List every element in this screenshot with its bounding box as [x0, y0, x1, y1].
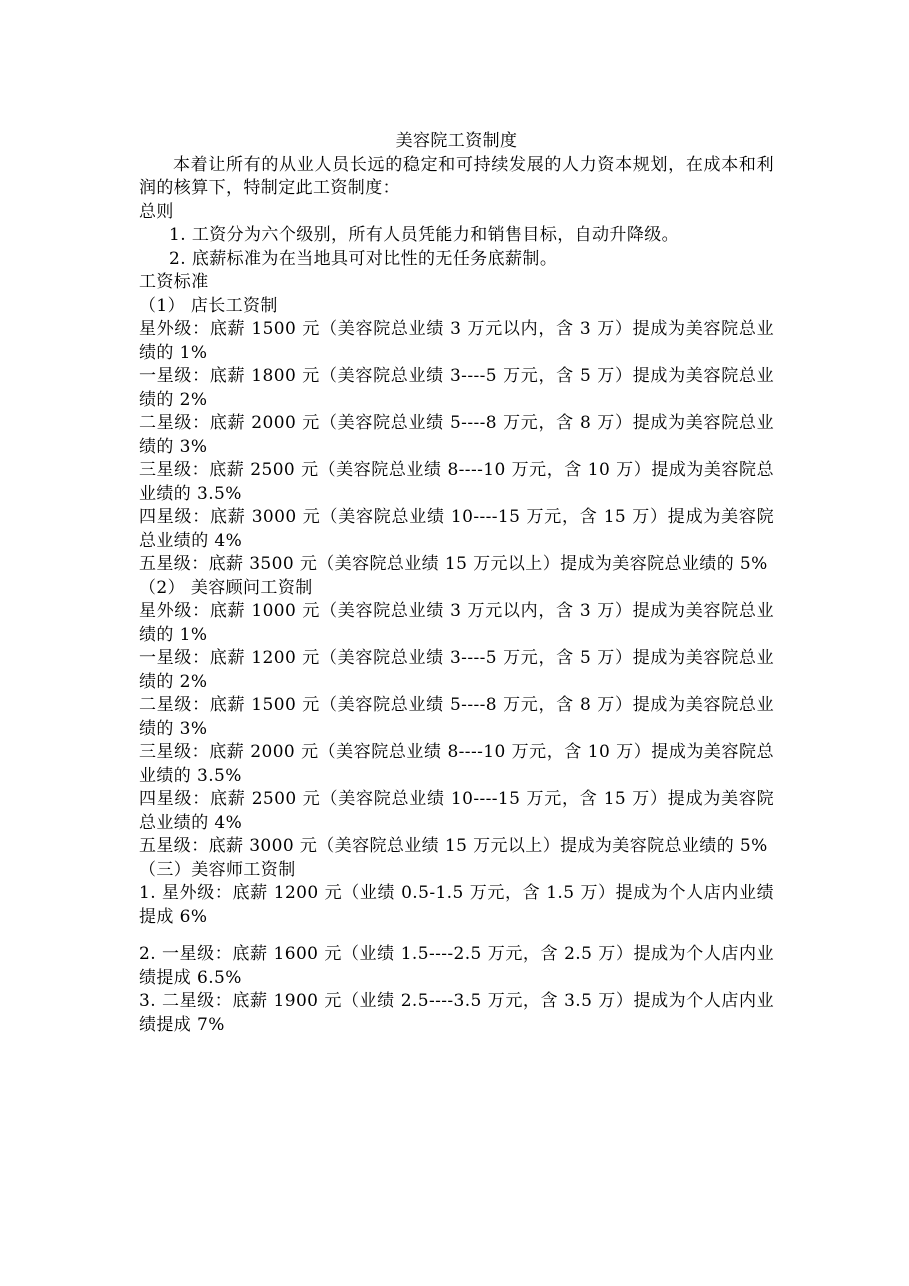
- consultant-level-item: 星外级：底薪 1000 元（美容院总业绩 3 万元以内，含 3 万）提成为美容院总业绩的 1%: [139, 601, 774, 645]
- intro-paragraph: 本着让所有的从业人员长远的稳定和可持续发展的人力资本规划，在成本和利润的核算下，特制定此工资制度：: [139, 154, 774, 198]
- consultant-level-item: 三星级：底薪 2000 元（美容院总业绩 8----10 万元，含 10 万）提成为美容院总业绩的 3.5%: [139, 742, 774, 786]
- consultant-level-item: 一星级：底薪 1200 元（美容院总业绩 3----5 万元，含 5 万）提成为美容院总业绩的 2%: [139, 648, 774, 692]
- consultant-level-item: 四星级：底薪 2500 元（美容院总业绩 10----15 万元，含 15 万）提成为美容院总业绩的 4%: [139, 789, 774, 833]
- document-page: [139, 130, 774, 1037]
- manager-level-item: 一星级：底薪 1800 元（美容院总业绩 3----5 万元，含 5 万）提成为美容院总业绩的 2%: [139, 366, 774, 410]
- beautician-level-item: 1. 星外级：底薪 1200 元（业绩 0.5-1.5 万元，含 1.5 万）提成为个人店内业绩提成 6%: [139, 883, 774, 927]
- section-heading-beautician: （三）美容师工资制: [139, 859, 296, 880]
- general-item-2: 2. 底薪标准为在当地具可对比性的无任务底薪制。: [169, 248, 558, 269]
- standard-heading: 工资标准: [139, 272, 209, 292]
- document-title: 美容院工资制度: [395, 131, 518, 151]
- consultant-level-item: 五星级：底薪 3000 元（美容院总业绩 15 万元以上）提成为美容院总业绩的 5%: [139, 836, 768, 856]
- manager-level-item: 三星级：底薪 2500 元（美容院总业绩 8----10 万元，含 10 万）提成为美容院总业绩的 3.5%: [139, 460, 774, 504]
- manager-level-item: 四星级：底薪 3000 元（美容院总业绩 10----15 万元，含 15 万）提成为美容院总业绩的 4%: [139, 507, 774, 551]
- beautician-level-item: 2. 一星级：底薪 1600 元（业绩 1.5----2.5 万元，含 2.5 万）提成为个人店内业绩提成 6.5%: [139, 944, 774, 988]
- consultant-level-item: 二星级：底薪 1500 元（美容院总业绩 5----8 万元，含 8 万）提成为美容院总业绩的 3%: [139, 695, 774, 739]
- manager-level-item: 二星级：底薪 2000 元（美容院总业绩 5----8 万元，含 8 万）提成为美容院总业绩的 3%: [139, 413, 774, 457]
- general-item-1: 1. 工资分为六个级别，所有人员凭能力和销售目标，自动升降级。: [169, 225, 680, 245]
- section-heading-manager: （1） 店长工资制: [139, 295, 278, 316]
- manager-level-item: 星外级：底薪 1500 元（美容院总业绩 3 万元以内，含 3 万）提成为美容院总业绩的 1%: [139, 319, 774, 363]
- manager-level-item: 五星级：底薪 3500 元（美容院总业绩 15 万元以上）提成为美容院总业绩的 5%: [139, 554, 768, 574]
- general-heading: 总则: [139, 201, 174, 222]
- section-heading-consultant: （2） 美容顾问工资制: [139, 577, 313, 598]
- beautician-level-item: 3. 二星级：底薪 1900 元（业绩 2.5----3.5 万元，含 3.5 万）提成为个人店内业绩提成 7%: [139, 991, 774, 1035]
